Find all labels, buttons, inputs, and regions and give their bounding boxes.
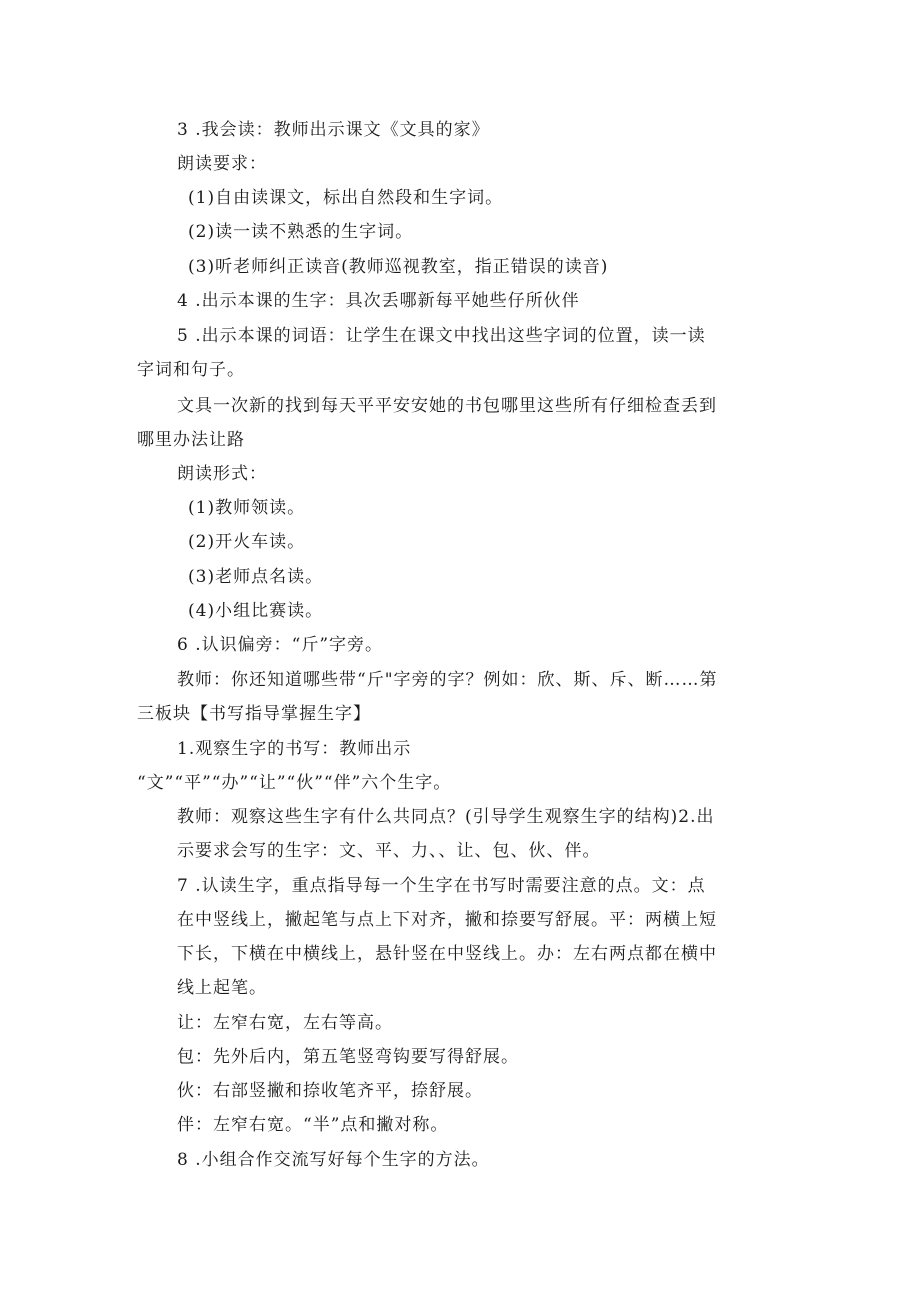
text-line-29: 伙：右部竖撇和捺收笔齐平，捺舒展。 — [177, 1081, 483, 1101]
text-line-5: (3)听老师纠正读音(教师巡视教室，指正错误的读音) — [188, 257, 609, 277]
text-line-19: 1.观察生字的书写：教师出示 — [177, 739, 412, 759]
text-line-3: (1)自由读课文，标出自然段和生字词。 — [188, 188, 504, 208]
text-line-14: (3)老师点名读。 — [188, 567, 324, 587]
text-line-27: 让：左窄右宽，左右等高。 — [177, 1013, 393, 1033]
text-line-1: 3 .我会读：教师出示课文《文具的家》 — [177, 120, 490, 140]
text-line-8: 字词和句子。 — [137, 360, 245, 380]
text-line-23: 7 .认读生字，重点指导每一个生字在书写时需要注意的点。文：点 — [177, 876, 706, 896]
text-line-7: 5 .出示本课的词语：让学生在课文中找出这些字词的位置，读一读 — [177, 326, 706, 346]
text-line-31: 8 .小组合作交流写好每个生字的方法。 — [177, 1150, 490, 1170]
text-line-4: (2)读一读不熟悉的生字词。 — [188, 222, 414, 242]
text-line-30: 伴：左窄右宽。“半”点和撇对称。 — [177, 1115, 449, 1135]
text-line-11: 朗读形式： — [177, 464, 267, 484]
text-line-28: 包：先外后内，第五笔竖弯钩要写得舒展。 — [177, 1047, 519, 1067]
text-line-12: (1)教师领读。 — [188, 498, 306, 518]
text-line-6: 4 .出示本课的生字：具次丢哪新每平她些仔所伙伴 — [177, 291, 580, 311]
text-line-9: 文具一次新的找到每天平平安安她的书包哪里这些所有仔细检查丢到 — [177, 396, 717, 416]
text-line-20: “文”“平”“办”“让”“伙”“伴”六个生字。 — [137, 773, 452, 793]
text-line-2: 朗读要求： — [177, 154, 267, 174]
text-line-17: 教师：你还知道哪些带“斤"字旁的字？例如：欣、斯、斥、断……第 — [177, 670, 718, 690]
text-line-13: (2)开火车读。 — [188, 532, 306, 552]
text-line-15: (4)小组比赛读。 — [188, 601, 324, 621]
text-line-21: 教师：观察这些生字有什么共同点？(引导学生观察生字的结构)2.出 — [177, 807, 715, 827]
text-line-25: 下长，下横在中横线上，悬针竖在中竖线上。办：左右两点都在横中 — [177, 944, 717, 964]
text-line-24: 在中竖线上，撇起笔与点上下对齐，撇和捺要写舒展。平：两横上短 — [177, 910, 717, 930]
text-line-26: 线上起笔。 — [177, 978, 267, 998]
text-line-22: 示要求会写的生字：文、平、力、、让、包、伙、伴。 — [177, 841, 601, 861]
text-line-16: 6 .认识偏旁：“斤”字旁。 — [177, 635, 384, 655]
text-line-10: 哪里办法让路 — [137, 430, 245, 450]
text-line-18: 三板块【书写指导掌握生字】 — [137, 704, 371, 724]
